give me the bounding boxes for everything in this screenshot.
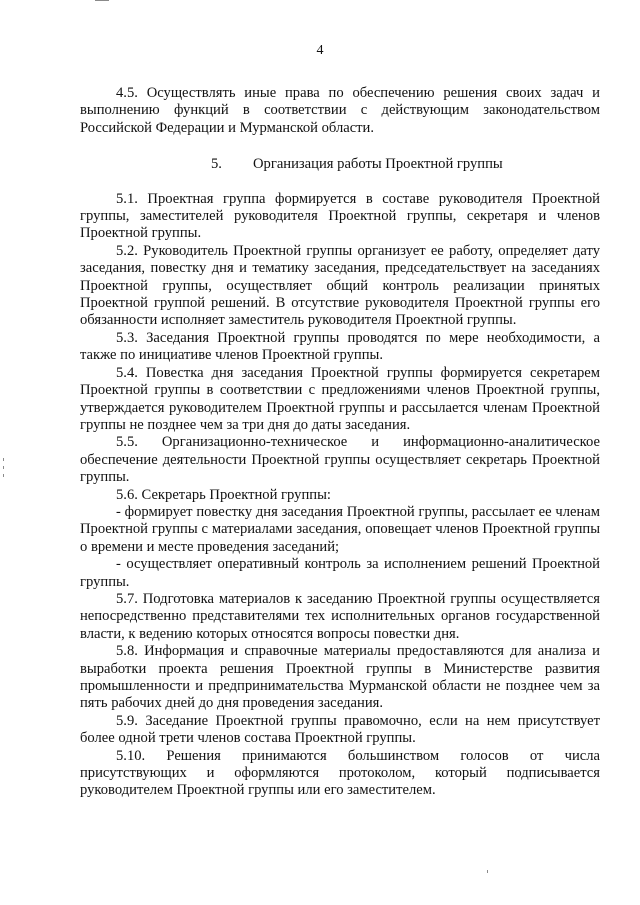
paragraph-5-8: 5.8. Информация и справочные материалы предоставляются для анализа и выработки проекта решения Проектной группы в Министерстве развития промышленности и предпринимательства Мурманской области не позднее чем за пять рабочих дней до дня проведения заседания. — [80, 643, 600, 712]
list-item-control: - осуществляет оперативный контроль за исполнением решений Проектной группы. — [80, 556, 600, 590]
section-heading — [80, 137, 600, 190]
section-title: Организация работы Проектной группы — [253, 156, 503, 173]
paragraph-5-7: 5.7. Подготовка материалов к заседанию Проектной группы осуществляется непосредственно представителями тех исполнительных органов государственной власти, к ведению которых относятся вопросы повестки дня. — [80, 590, 600, 642]
paragraph-5-1: 5.1. Проектная группа формируется в составе руководителя Проектной группы, заместителей руководителя Проектной группы, секретаря и членов Проектной группы. — [80, 190, 600, 242]
paragraph-4-5: 4.5. Осуществлять иные права по обеспечению решения своих задач и выполнению функций в соответствии с действующим законодательством Российской Федерации и Мурманской области. — [80, 85, 600, 136]
paragraph-5-10: 5.10. Решения принимаются большинством голосов от числа присутствующих и оформляются протоколом, который подписывается руководителем Проектной группы или его заместителем. — [80, 747, 600, 799]
paragraph-5-9: 5.9. Заседание Проектной группы правомочно, если на нем присутствует более одной трети членов состава Проектной группы. — [80, 712, 600, 747]
scan-artifact-left-1 — [3, 458, 4, 461]
paragraph-5-4: 5.4. Повестка дня заседания Проектной группы формируется секретарем Проектной группы в соответствии с предложениями членов Проектной группы, утверждается руководителем Проектной группы и рассылается членам Проектной группы не позднее чем за три дня до даты заседания. — [80, 364, 600, 433]
page-number: 4 — [316, 43, 324, 58]
scan-artifact-left-2 — [3, 466, 4, 469]
paragraph-5-5: 5.5. Организационно-техническое и информационно-аналитическое обеспечение деятельности Проектной группы осуществляет секретарь Проектной группы. — [80, 434, 600, 486]
scan-artifact-bottom — [487, 870, 488, 873]
paragraph-5-6: 5.6. Секретарь Проектной группы: — [116, 486, 331, 503]
paragraph-5-2: 5.2. Руководитель Проектной группы организует ее работу, определяет дату заседания, повестку дня и тематику заседания, председательствует на заседаниях Проектной группы, осуществляет общий контроль реализации принятых Проектной группой решений. В отсутствие руководителя Проектной группы его обязанности исполняет заместитель руководителя Проектной группы. — [80, 242, 600, 329]
paragraph-5-3: 5.3. Заседания Проектной группы проводятся по мере необходимости, а также по инициативе членов Проектной группы. — [80, 329, 600, 364]
scan-artifact-top — [95, 0, 109, 1]
list-item-agenda: - формирует повестку дня заседания Проектной группы, рассылает ее членам Проектной группы с материалами заседания, оповещает членов Проектной группы о времени и месте проведения заседаний; — [80, 503, 600, 555]
document-body — [80, 85, 600, 800]
section-number: 5. — [211, 156, 222, 173]
scan-artifact-left-3 — [3, 474, 4, 477]
